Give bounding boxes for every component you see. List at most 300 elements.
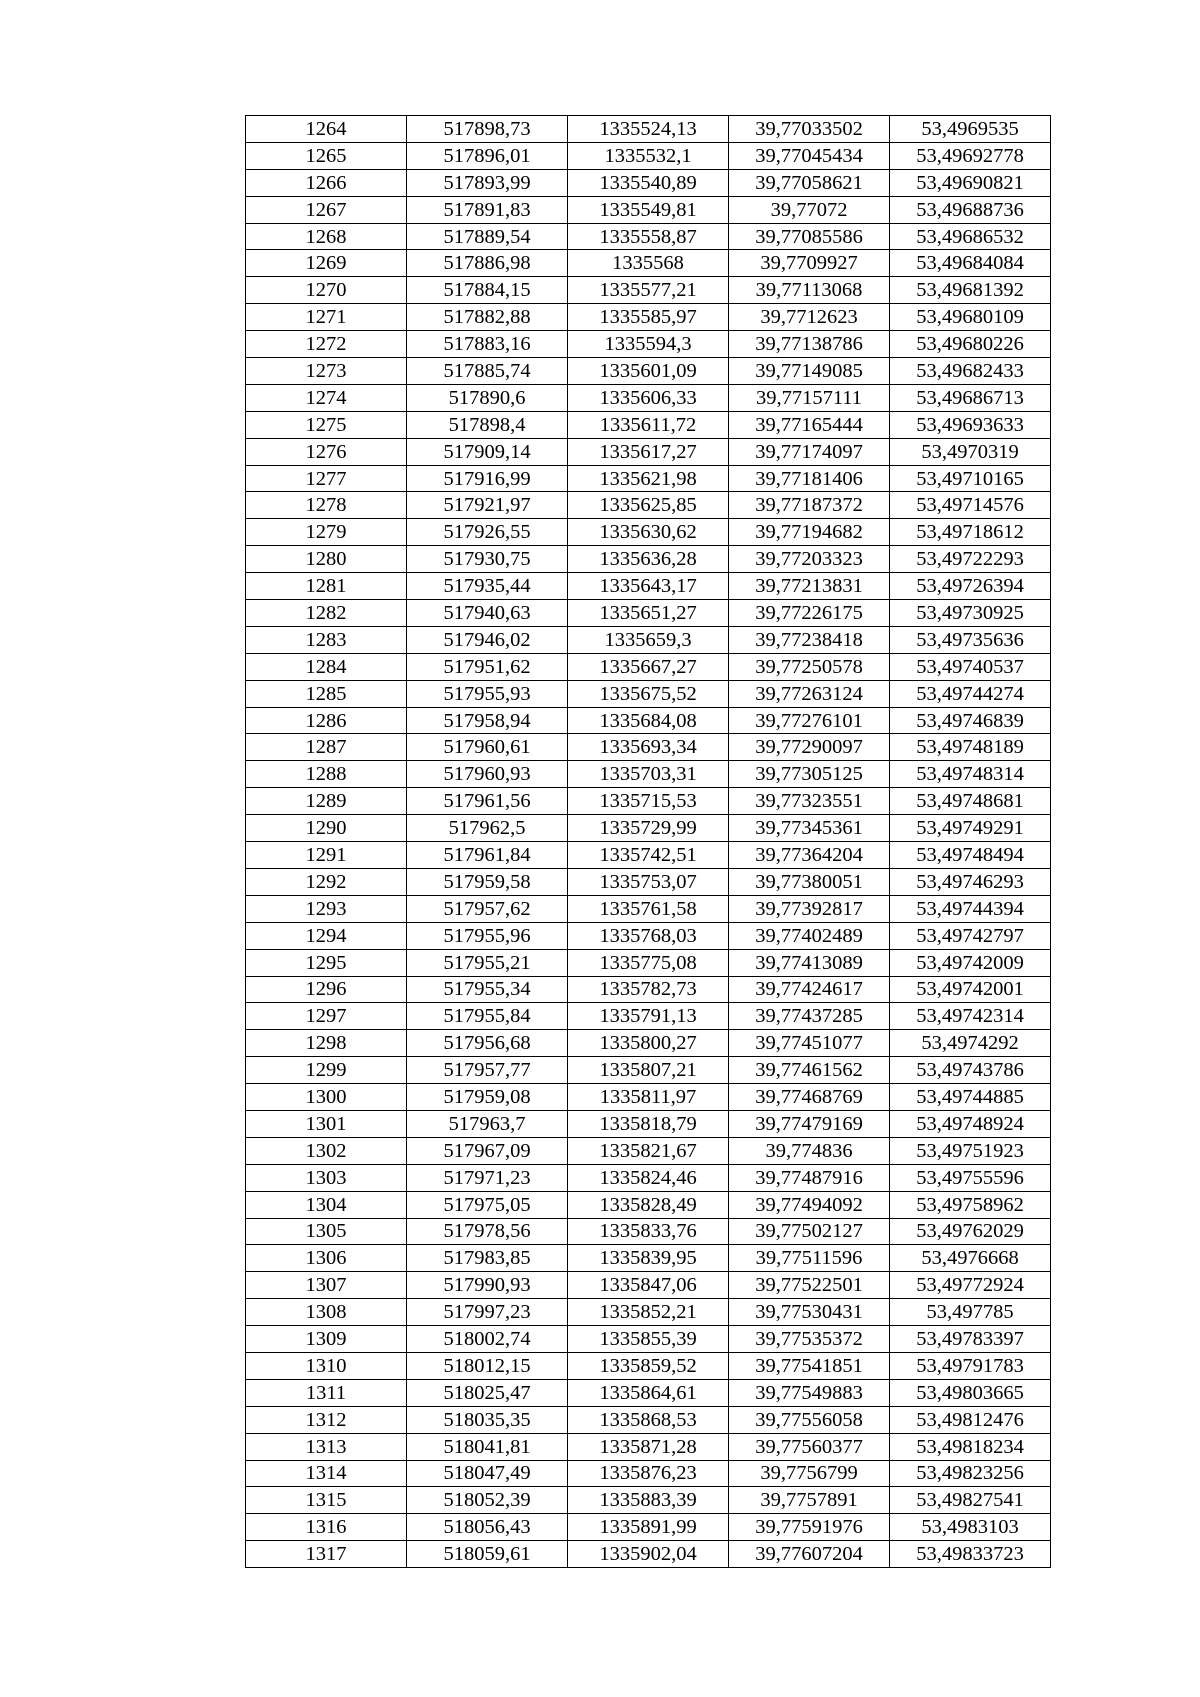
longitude-cell: 39,77541851 bbox=[729, 1352, 890, 1379]
longitude-cell: 39,77392817 bbox=[729, 895, 890, 922]
latitude-cell: 53,4970319 bbox=[890, 438, 1051, 465]
x-coordinate-cell: 517882,88 bbox=[407, 304, 568, 331]
longitude-cell: 39,77364204 bbox=[729, 842, 890, 869]
y-coordinate-cell: 1335594,3 bbox=[568, 331, 729, 358]
x-coordinate-cell: 517890,6 bbox=[407, 384, 568, 411]
latitude-cell: 53,49803665 bbox=[890, 1379, 1051, 1406]
y-coordinate-cell: 1335693,34 bbox=[568, 734, 729, 761]
point-number-cell: 1279 bbox=[246, 519, 407, 546]
point-number-cell: 1298 bbox=[246, 1030, 407, 1057]
latitude-cell: 53,4976668 bbox=[890, 1245, 1051, 1272]
point-number-cell: 1276 bbox=[246, 438, 407, 465]
y-coordinate-cell: 1335636,28 bbox=[568, 546, 729, 573]
table-row bbox=[246, 1326, 1051, 1353]
latitude-cell: 53,49742314 bbox=[890, 1003, 1051, 1030]
longitude-cell: 39,77607204 bbox=[729, 1541, 890, 1568]
x-coordinate-cell: 518056,43 bbox=[407, 1514, 568, 1541]
point-number-cell: 1317 bbox=[246, 1541, 407, 1568]
point-number-cell: 1265 bbox=[246, 142, 407, 169]
longitude-cell: 39,77424617 bbox=[729, 976, 890, 1003]
table-row bbox=[246, 438, 1051, 465]
point-number-cell: 1270 bbox=[246, 277, 407, 304]
y-coordinate-cell: 1335821,67 bbox=[568, 1137, 729, 1164]
longitude-cell: 39,77085586 bbox=[729, 223, 890, 250]
longitude-cell: 39,7757891 bbox=[729, 1487, 890, 1514]
latitude-cell: 53,49823256 bbox=[890, 1460, 1051, 1487]
longitude-cell: 39,77556058 bbox=[729, 1406, 890, 1433]
latitude-cell: 53,49744885 bbox=[890, 1084, 1051, 1111]
y-coordinate-cell: 1335775,08 bbox=[568, 949, 729, 976]
table-row bbox=[246, 1514, 1051, 1541]
point-number-cell: 1281 bbox=[246, 573, 407, 600]
table-row bbox=[246, 734, 1051, 761]
latitude-cell: 53,49783397 bbox=[890, 1326, 1051, 1353]
point-number-cell: 1291 bbox=[246, 842, 407, 869]
latitude-cell: 53,49730925 bbox=[890, 600, 1051, 627]
x-coordinate-cell: 517955,84 bbox=[407, 1003, 568, 1030]
y-coordinate-cell: 1335617,27 bbox=[568, 438, 729, 465]
latitude-cell: 53,49714576 bbox=[890, 492, 1051, 519]
y-coordinate-cell: 1335625,85 bbox=[568, 492, 729, 519]
x-coordinate-cell: 517909,14 bbox=[407, 438, 568, 465]
latitude-cell: 53,49833723 bbox=[890, 1541, 1051, 1568]
latitude-cell: 53,49718612 bbox=[890, 519, 1051, 546]
y-coordinate-cell: 1335824,46 bbox=[568, 1164, 729, 1191]
x-coordinate-cell: 517930,75 bbox=[407, 546, 568, 573]
y-coordinate-cell: 1335729,99 bbox=[568, 815, 729, 842]
point-number-cell: 1268 bbox=[246, 223, 407, 250]
y-coordinate-cell: 1335847,06 bbox=[568, 1272, 729, 1299]
longitude-cell: 39,77194682 bbox=[729, 519, 890, 546]
point-number-cell: 1302 bbox=[246, 1137, 407, 1164]
longitude-cell: 39,77451077 bbox=[729, 1030, 890, 1057]
longitude-cell: 39,77468769 bbox=[729, 1084, 890, 1111]
table-row bbox=[246, 546, 1051, 573]
point-number-cell: 1264 bbox=[246, 116, 407, 143]
latitude-cell: 53,49735636 bbox=[890, 626, 1051, 653]
coordinates-table-body bbox=[246, 116, 1051, 1568]
y-coordinate-cell: 1335684,08 bbox=[568, 707, 729, 734]
point-number-cell: 1267 bbox=[246, 196, 407, 223]
longitude-cell: 39,77226175 bbox=[729, 600, 890, 627]
longitude-cell: 39,7712623 bbox=[729, 304, 890, 331]
point-number-cell: 1301 bbox=[246, 1110, 407, 1137]
y-coordinate-cell: 1335855,39 bbox=[568, 1326, 729, 1353]
point-number-cell: 1292 bbox=[246, 868, 407, 895]
table-row bbox=[246, 223, 1051, 250]
table-row bbox=[246, 1030, 1051, 1057]
y-coordinate-cell: 1335818,79 bbox=[568, 1110, 729, 1137]
longitude-cell: 39,77494092 bbox=[729, 1191, 890, 1218]
point-number-cell: 1305 bbox=[246, 1218, 407, 1245]
y-coordinate-cell: 1335859,52 bbox=[568, 1352, 729, 1379]
table-row bbox=[246, 1352, 1051, 1379]
y-coordinate-cell: 1335585,97 bbox=[568, 304, 729, 331]
latitude-cell: 53,49748681 bbox=[890, 788, 1051, 815]
y-coordinate-cell: 1335761,58 bbox=[568, 895, 729, 922]
x-coordinate-cell: 518052,39 bbox=[407, 1487, 568, 1514]
table-row bbox=[246, 169, 1051, 196]
x-coordinate-cell: 517957,62 bbox=[407, 895, 568, 922]
point-number-cell: 1277 bbox=[246, 465, 407, 492]
point-number-cell: 1314 bbox=[246, 1460, 407, 1487]
longitude-cell: 39,77380051 bbox=[729, 868, 890, 895]
x-coordinate-cell: 517891,83 bbox=[407, 196, 568, 223]
table-row bbox=[246, 196, 1051, 223]
table-row bbox=[246, 949, 1051, 976]
y-coordinate-cell: 1335902,04 bbox=[568, 1541, 729, 1568]
point-number-cell: 1285 bbox=[246, 680, 407, 707]
latitude-cell: 53,49743786 bbox=[890, 1057, 1051, 1084]
y-coordinate-cell: 1335753,07 bbox=[568, 868, 729, 895]
table-row bbox=[246, 842, 1051, 869]
latitude-cell: 53,49681392 bbox=[890, 277, 1051, 304]
y-coordinate-cell: 1335611,72 bbox=[568, 411, 729, 438]
table-row bbox=[246, 384, 1051, 411]
table-row bbox=[246, 1460, 1051, 1487]
y-coordinate-cell: 1335868,53 bbox=[568, 1406, 729, 1433]
y-coordinate-cell: 1335811,97 bbox=[568, 1084, 729, 1111]
x-coordinate-cell: 517955,93 bbox=[407, 680, 568, 707]
x-coordinate-cell: 517958,94 bbox=[407, 707, 568, 734]
table-row bbox=[246, 465, 1051, 492]
table-row bbox=[246, 1084, 1051, 1111]
point-number-cell: 1280 bbox=[246, 546, 407, 573]
latitude-cell: 53,49749291 bbox=[890, 815, 1051, 842]
table-row bbox=[246, 1272, 1051, 1299]
y-coordinate-cell: 1335876,23 bbox=[568, 1460, 729, 1487]
latitude-cell: 53,49827541 bbox=[890, 1487, 1051, 1514]
table-row bbox=[246, 788, 1051, 815]
latitude-cell: 53,49755596 bbox=[890, 1164, 1051, 1191]
point-number-cell: 1290 bbox=[246, 815, 407, 842]
longitude-cell: 39,7709927 bbox=[729, 250, 890, 277]
x-coordinate-cell: 518025,47 bbox=[407, 1379, 568, 1406]
latitude-cell: 53,49690821 bbox=[890, 169, 1051, 196]
longitude-cell: 39,77250578 bbox=[729, 653, 890, 680]
point-number-cell: 1310 bbox=[246, 1352, 407, 1379]
longitude-cell: 39,77502127 bbox=[729, 1218, 890, 1245]
x-coordinate-cell: 517960,93 bbox=[407, 761, 568, 788]
x-coordinate-cell: 518059,61 bbox=[407, 1541, 568, 1568]
point-number-cell: 1275 bbox=[246, 411, 407, 438]
x-coordinate-cell: 517961,56 bbox=[407, 788, 568, 815]
table-row bbox=[246, 815, 1051, 842]
longitude-cell: 39,77174097 bbox=[729, 438, 890, 465]
latitude-cell: 53,49748494 bbox=[890, 842, 1051, 869]
latitude-cell: 53,49726394 bbox=[890, 573, 1051, 600]
longitude-cell: 39,774836 bbox=[729, 1137, 890, 1164]
longitude-cell: 39,77113068 bbox=[729, 277, 890, 304]
latitude-cell: 53,49748189 bbox=[890, 734, 1051, 761]
x-coordinate-cell: 517956,68 bbox=[407, 1030, 568, 1057]
longitude-cell: 39,77413089 bbox=[729, 949, 890, 976]
point-number-cell: 1308 bbox=[246, 1299, 407, 1326]
longitude-cell: 39,77165444 bbox=[729, 411, 890, 438]
latitude-cell: 53,49742797 bbox=[890, 922, 1051, 949]
table-row bbox=[246, 358, 1051, 385]
y-coordinate-cell: 1335549,81 bbox=[568, 196, 729, 223]
point-number-cell: 1274 bbox=[246, 384, 407, 411]
latitude-cell: 53,49682433 bbox=[890, 358, 1051, 385]
longitude-cell: 39,77058621 bbox=[729, 169, 890, 196]
y-coordinate-cell: 1335800,27 bbox=[568, 1030, 729, 1057]
x-coordinate-cell: 517955,96 bbox=[407, 922, 568, 949]
table-row bbox=[246, 1218, 1051, 1245]
latitude-cell: 53,49684084 bbox=[890, 250, 1051, 277]
x-coordinate-cell: 517896,01 bbox=[407, 142, 568, 169]
point-number-cell: 1312 bbox=[246, 1406, 407, 1433]
x-coordinate-cell: 517975,05 bbox=[407, 1191, 568, 1218]
longitude-cell: 39,77591976 bbox=[729, 1514, 890, 1541]
x-coordinate-cell: 517957,77 bbox=[407, 1057, 568, 1084]
x-coordinate-cell: 517962,5 bbox=[407, 815, 568, 842]
latitude-cell: 53,49680109 bbox=[890, 304, 1051, 331]
latitude-cell: 53,49791783 bbox=[890, 1352, 1051, 1379]
point-number-cell: 1283 bbox=[246, 626, 407, 653]
y-coordinate-cell: 1335651,27 bbox=[568, 600, 729, 627]
longitude-cell: 39,77149085 bbox=[729, 358, 890, 385]
latitude-cell: 53,49686713 bbox=[890, 384, 1051, 411]
point-number-cell: 1266 bbox=[246, 169, 407, 196]
longitude-cell: 39,77511596 bbox=[729, 1245, 890, 1272]
y-coordinate-cell: 1335791,13 bbox=[568, 1003, 729, 1030]
point-number-cell: 1282 bbox=[246, 600, 407, 627]
y-coordinate-cell: 1335871,28 bbox=[568, 1433, 729, 1460]
x-coordinate-cell: 517884,15 bbox=[407, 277, 568, 304]
point-number-cell: 1288 bbox=[246, 761, 407, 788]
point-number-cell: 1293 bbox=[246, 895, 407, 922]
x-coordinate-cell: 517921,97 bbox=[407, 492, 568, 519]
y-coordinate-cell: 1335839,95 bbox=[568, 1245, 729, 1272]
latitude-cell: 53,4974292 bbox=[890, 1030, 1051, 1057]
y-coordinate-cell: 1335524,13 bbox=[568, 116, 729, 143]
longitude-cell: 39,77276101 bbox=[729, 707, 890, 734]
point-number-cell: 1296 bbox=[246, 976, 407, 1003]
longitude-cell: 39,77549883 bbox=[729, 1379, 890, 1406]
longitude-cell: 39,77461562 bbox=[729, 1057, 890, 1084]
point-number-cell: 1271 bbox=[246, 304, 407, 331]
table-row bbox=[246, 1137, 1051, 1164]
table-row bbox=[246, 492, 1051, 519]
point-number-cell: 1287 bbox=[246, 734, 407, 761]
table-row bbox=[246, 142, 1051, 169]
x-coordinate-cell: 517946,02 bbox=[407, 626, 568, 653]
x-coordinate-cell: 517883,16 bbox=[407, 331, 568, 358]
table-row bbox=[246, 707, 1051, 734]
y-coordinate-cell: 1335782,73 bbox=[568, 976, 729, 1003]
table-row bbox=[246, 573, 1051, 600]
latitude-cell: 53,49744274 bbox=[890, 680, 1051, 707]
y-coordinate-cell: 1335742,51 bbox=[568, 842, 729, 869]
table-row bbox=[246, 519, 1051, 546]
table-row bbox=[246, 1299, 1051, 1326]
table-row bbox=[246, 250, 1051, 277]
x-coordinate-cell: 517935,44 bbox=[407, 573, 568, 600]
x-coordinate-cell: 517955,34 bbox=[407, 976, 568, 1003]
x-coordinate-cell: 517978,56 bbox=[407, 1218, 568, 1245]
longitude-cell: 39,7756799 bbox=[729, 1460, 890, 1487]
point-number-cell: 1300 bbox=[246, 1084, 407, 1111]
table-row bbox=[246, 868, 1051, 895]
latitude-cell: 53,49688736 bbox=[890, 196, 1051, 223]
longitude-cell: 39,77560377 bbox=[729, 1433, 890, 1460]
latitude-cell: 53,49740537 bbox=[890, 653, 1051, 680]
longitude-cell: 39,77305125 bbox=[729, 761, 890, 788]
y-coordinate-cell: 1335621,98 bbox=[568, 465, 729, 492]
x-coordinate-cell: 517951,62 bbox=[407, 653, 568, 680]
x-coordinate-cell: 517893,99 bbox=[407, 169, 568, 196]
table-row bbox=[246, 976, 1051, 1003]
latitude-cell: 53,49680226 bbox=[890, 331, 1051, 358]
y-coordinate-cell: 1335852,21 bbox=[568, 1299, 729, 1326]
longitude-cell: 39,77203323 bbox=[729, 546, 890, 573]
point-number-cell: 1278 bbox=[246, 492, 407, 519]
x-coordinate-cell: 517955,21 bbox=[407, 949, 568, 976]
y-coordinate-cell: 1335630,62 bbox=[568, 519, 729, 546]
y-coordinate-cell: 1335833,76 bbox=[568, 1218, 729, 1245]
latitude-cell: 53,49742001 bbox=[890, 976, 1051, 1003]
table-row bbox=[246, 277, 1051, 304]
table-row bbox=[246, 626, 1051, 653]
x-coordinate-cell: 518035,35 bbox=[407, 1406, 568, 1433]
x-coordinate-cell: 517997,23 bbox=[407, 1299, 568, 1326]
x-coordinate-cell: 517940,63 bbox=[407, 600, 568, 627]
table-row bbox=[246, 680, 1051, 707]
table-row bbox=[246, 1379, 1051, 1406]
y-coordinate-cell: 1335703,31 bbox=[568, 761, 729, 788]
latitude-cell: 53,49748924 bbox=[890, 1110, 1051, 1137]
y-coordinate-cell: 1335659,3 bbox=[568, 626, 729, 653]
longitude-cell: 39,77323551 bbox=[729, 788, 890, 815]
y-coordinate-cell: 1335883,39 bbox=[568, 1487, 729, 1514]
point-number-cell: 1294 bbox=[246, 922, 407, 949]
latitude-cell: 53,49812476 bbox=[890, 1406, 1051, 1433]
table-row bbox=[246, 1406, 1051, 1433]
latitude-cell: 53,49748314 bbox=[890, 761, 1051, 788]
x-coordinate-cell: 518041,81 bbox=[407, 1433, 568, 1460]
point-number-cell: 1304 bbox=[246, 1191, 407, 1218]
point-number-cell: 1297 bbox=[246, 1003, 407, 1030]
latitude-cell: 53,49818234 bbox=[890, 1433, 1051, 1460]
latitude-cell: 53,4983103 bbox=[890, 1514, 1051, 1541]
table-row bbox=[246, 653, 1051, 680]
y-coordinate-cell: 1335768,03 bbox=[568, 922, 729, 949]
point-number-cell: 1289 bbox=[246, 788, 407, 815]
y-coordinate-cell: 1335540,89 bbox=[568, 169, 729, 196]
table-row bbox=[246, 304, 1051, 331]
longitude-cell: 39,77263124 bbox=[729, 680, 890, 707]
longitude-cell: 39,77213831 bbox=[729, 573, 890, 600]
longitude-cell: 39,77402489 bbox=[729, 922, 890, 949]
longitude-cell: 39,77522501 bbox=[729, 1272, 890, 1299]
latitude-cell: 53,49744394 bbox=[890, 895, 1051, 922]
x-coordinate-cell: 517926,55 bbox=[407, 519, 568, 546]
longitude-cell: 39,77157111 bbox=[729, 384, 890, 411]
latitude-cell: 53,49693633 bbox=[890, 411, 1051, 438]
point-number-cell: 1269 bbox=[246, 250, 407, 277]
latitude-cell: 53,49746839 bbox=[890, 707, 1051, 734]
x-coordinate-cell: 517963,7 bbox=[407, 1110, 568, 1137]
point-number-cell: 1313 bbox=[246, 1433, 407, 1460]
table-row bbox=[246, 1541, 1051, 1568]
table-row bbox=[246, 895, 1051, 922]
latitude-cell: 53,49742009 bbox=[890, 949, 1051, 976]
y-coordinate-cell: 1335667,27 bbox=[568, 653, 729, 680]
x-coordinate-cell: 518012,15 bbox=[407, 1352, 568, 1379]
x-coordinate-cell: 517971,23 bbox=[407, 1164, 568, 1191]
longitude-cell: 39,77487916 bbox=[729, 1164, 890, 1191]
y-coordinate-cell: 1335643,17 bbox=[568, 573, 729, 600]
y-coordinate-cell: 1335828,49 bbox=[568, 1191, 729, 1218]
latitude-cell: 53,49751923 bbox=[890, 1137, 1051, 1164]
x-coordinate-cell: 517967,09 bbox=[407, 1137, 568, 1164]
point-number-cell: 1316 bbox=[246, 1514, 407, 1541]
longitude-cell: 39,77479169 bbox=[729, 1110, 890, 1137]
point-number-cell: 1284 bbox=[246, 653, 407, 680]
y-coordinate-cell: 1335577,21 bbox=[568, 277, 729, 304]
longitude-cell: 39,77045434 bbox=[729, 142, 890, 169]
x-coordinate-cell: 517990,93 bbox=[407, 1272, 568, 1299]
point-number-cell: 1303 bbox=[246, 1164, 407, 1191]
latitude-cell: 53,49692778 bbox=[890, 142, 1051, 169]
point-number-cell: 1295 bbox=[246, 949, 407, 976]
longitude-cell: 39,77290097 bbox=[729, 734, 890, 761]
x-coordinate-cell: 517898,73 bbox=[407, 116, 568, 143]
longitude-cell: 39,77138786 bbox=[729, 331, 890, 358]
table-row bbox=[246, 1110, 1051, 1137]
table-row bbox=[246, 411, 1051, 438]
latitude-cell: 53,4969535 bbox=[890, 116, 1051, 143]
latitude-cell: 53,497785 bbox=[890, 1299, 1051, 1326]
latitude-cell: 53,49686532 bbox=[890, 223, 1051, 250]
longitude-cell: 39,77187372 bbox=[729, 492, 890, 519]
x-coordinate-cell: 517885,74 bbox=[407, 358, 568, 385]
longitude-cell: 39,77437285 bbox=[729, 1003, 890, 1030]
x-coordinate-cell: 517886,98 bbox=[407, 250, 568, 277]
latitude-cell: 53,49758962 bbox=[890, 1191, 1051, 1218]
x-coordinate-cell: 517898,4 bbox=[407, 411, 568, 438]
longitude-cell: 39,77345361 bbox=[729, 815, 890, 842]
x-coordinate-cell: 517960,61 bbox=[407, 734, 568, 761]
longitude-cell: 39,77530431 bbox=[729, 1299, 890, 1326]
latitude-cell: 53,49746293 bbox=[890, 868, 1051, 895]
table-row bbox=[246, 1003, 1051, 1030]
longitude-cell: 39,77033502 bbox=[729, 116, 890, 143]
point-number-cell: 1286 bbox=[246, 707, 407, 734]
x-coordinate-cell: 517916,99 bbox=[407, 465, 568, 492]
table-row bbox=[246, 922, 1051, 949]
latitude-cell: 53,49772924 bbox=[890, 1272, 1051, 1299]
coordinates-table bbox=[245, 115, 1051, 1568]
point-number-cell: 1315 bbox=[246, 1487, 407, 1514]
latitude-cell: 53,49762029 bbox=[890, 1218, 1051, 1245]
table-row bbox=[246, 331, 1051, 358]
y-coordinate-cell: 1335558,87 bbox=[568, 223, 729, 250]
table-row bbox=[246, 1487, 1051, 1514]
y-coordinate-cell: 1335601,09 bbox=[568, 358, 729, 385]
point-number-cell: 1273 bbox=[246, 358, 407, 385]
longitude-cell: 39,77535372 bbox=[729, 1326, 890, 1353]
table-row bbox=[246, 1057, 1051, 1084]
table-row bbox=[246, 116, 1051, 143]
x-coordinate-cell: 518002,74 bbox=[407, 1326, 568, 1353]
point-number-cell: 1311 bbox=[246, 1379, 407, 1406]
y-coordinate-cell: 1335891,99 bbox=[568, 1514, 729, 1541]
x-coordinate-cell: 517961,84 bbox=[407, 842, 568, 869]
x-coordinate-cell: 518047,49 bbox=[407, 1460, 568, 1487]
y-coordinate-cell: 1335864,61 bbox=[568, 1379, 729, 1406]
